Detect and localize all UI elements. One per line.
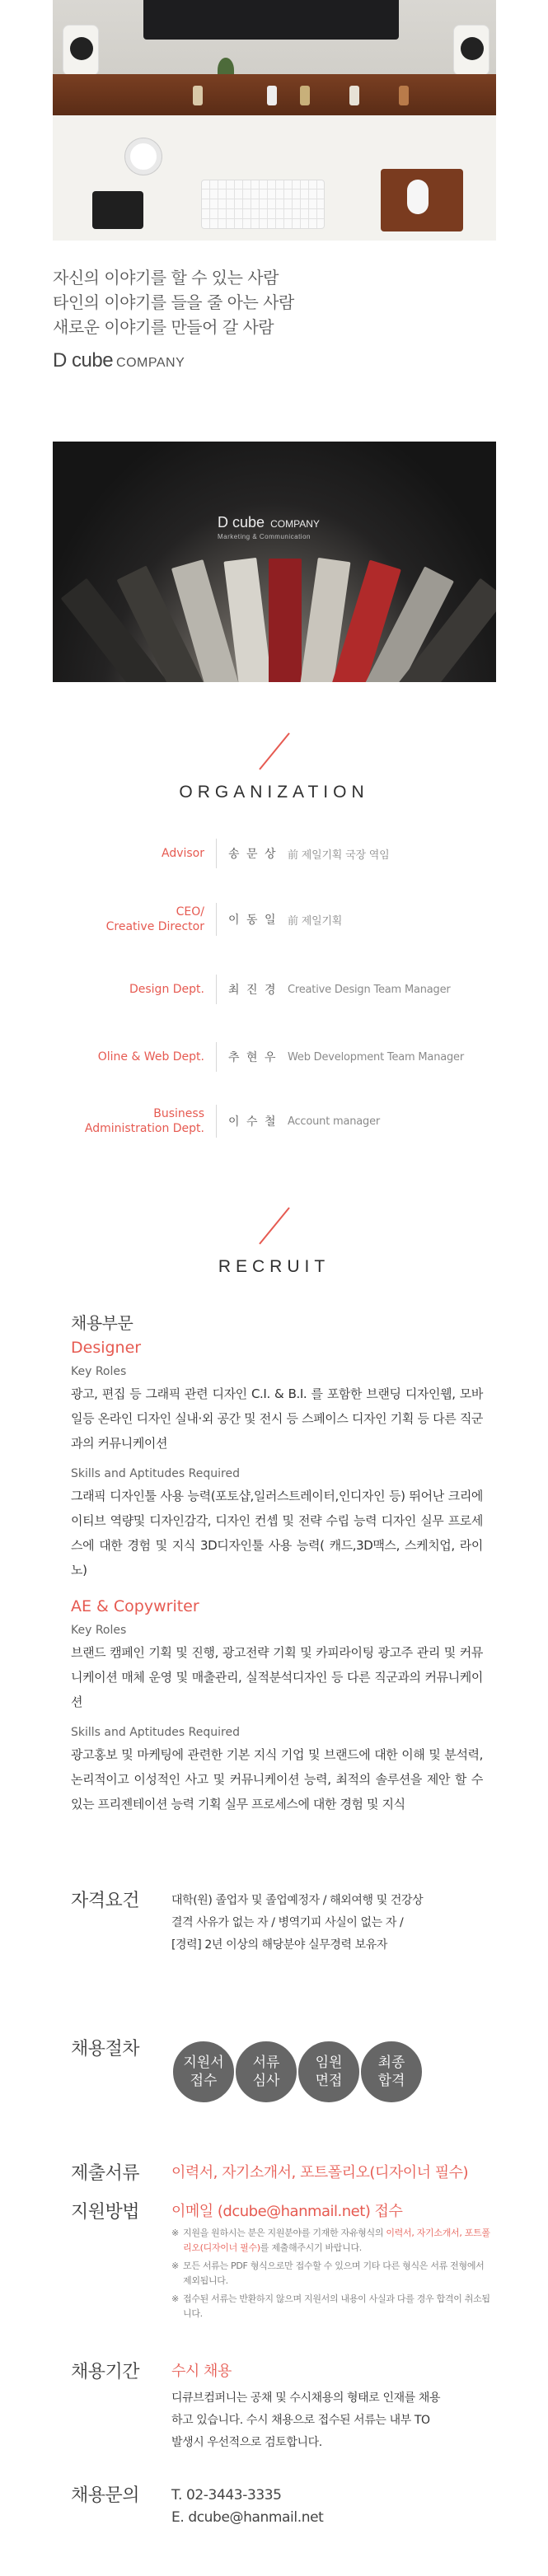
qualification-line: 대학(원) 졸업자 및 졸업예정자 / 해외여행 및 건강상 bbox=[171, 1894, 424, 1907]
skills-label: Skills and Aptitudes Required bbox=[71, 1467, 240, 1480]
intro-block bbox=[53, 265, 498, 372]
org-name: 이 수 철 bbox=[228, 1115, 278, 1129]
apply-note: ※ 모든 서류는 PDF 형식으로만 접수할 수 있으며 기타 다른 형식은 서류 전형에서 제외됩니다. bbox=[171, 2260, 485, 2286]
book-photo-logo bbox=[218, 514, 320, 540]
process-title: 채용절차 bbox=[71, 2039, 140, 2059]
process-step: 임원 면접 bbox=[297, 2040, 361, 2104]
documents-title: 제출서류 bbox=[71, 2163, 140, 2184]
org-desc: Creative Design Team Manager bbox=[288, 983, 451, 996]
org-role: Advisor bbox=[161, 847, 204, 860]
org-role: Oline & Web Dept. bbox=[97, 1050, 204, 1064]
org-desc: 前 제일기획 bbox=[288, 914, 343, 928]
org-row bbox=[53, 903, 498, 936]
skills-text: 그래픽 디자인툴 사용 능력(포토샵,일러스트레이터,인디자인 등) 뛰어난 크리에이티브 역량및 디자인감각, 디자인 컨셉 및 전략 수립 능력 디자인 실무 프로세스에 대한 경험 및 지식 3D디자인툴 사용 능력( 캐드,3D맥스, 스케치업, 라이노) bbox=[71, 1489, 483, 1578]
org-name: 이 동 일 bbox=[228, 914, 278, 927]
apply-title: 지원방법 bbox=[71, 2202, 140, 2223]
org-role: Design Dept. bbox=[129, 983, 204, 996]
skills-label: Skills and Aptitudes Required bbox=[71, 1726, 240, 1739]
documents-text: 이력서, 자기소개서, 포트폴리오(디자이너 필수) bbox=[171, 2164, 469, 2181]
apply-block bbox=[71, 2198, 491, 2346]
org-row bbox=[53, 975, 498, 1004]
period-line: 디큐브컴퍼니는 공채 및 수시채용의 형태로 인재를 채용 bbox=[171, 2391, 441, 2405]
period-block bbox=[71, 2358, 491, 2457]
tablet-shape bbox=[92, 191, 143, 229]
process-block bbox=[71, 2035, 491, 2125]
organization-title: ORGANIZATION bbox=[179, 783, 369, 802]
slash-icon bbox=[250, 727, 299, 776]
org-desc: 前 제일기획 국장 역임 bbox=[288, 849, 390, 862]
process-step: 최종 합격 bbox=[359, 2040, 424, 2104]
apply-notes bbox=[171, 2226, 491, 2321]
contact-block bbox=[71, 2481, 491, 2539]
keyboard-shape bbox=[201, 180, 325, 229]
org-role: CEO/ Creative Director bbox=[105, 905, 204, 933]
org-desc: Web Development Team Manager bbox=[288, 1050, 464, 1064]
org-row bbox=[53, 1105, 498, 1138]
org-row bbox=[53, 1042, 498, 1072]
intro-line: 자신의 이야기를 할 수 있는 사람 bbox=[53, 268, 279, 288]
slash-icon bbox=[250, 1201, 299, 1251]
period-headline: 수시 채용 bbox=[171, 2363, 232, 2380]
documents-block bbox=[71, 2159, 491, 2186]
qualification-title: 자격요건 bbox=[71, 1891, 140, 1911]
key-roles-text: 브랜드 캠페인 기획 및 진행, 광고전략 기획 및 카피라이팅 광고주 관리 및 커뮤니케이션 매체 운영 및 매출관리, 실적분석디자인 등 다른 직군과의 커뮤니케이션 bbox=[71, 1645, 483, 1709]
period-title: 채용기간 bbox=[71, 2362, 140, 2382]
apply-email-text: 이메일 (dcube@hanmail.net) 접수 bbox=[171, 2203, 403, 2220]
brand-logo bbox=[53, 349, 498, 372]
skills-text: 광고홍보 및 마케팅에 관련한 기본 지식 기업 및 브랜드에 대한 이해 및 분석력, 논리적이고 이성적인 사고 및 커뮤니케이션 능력, 최적의 솔루션을 제안 할 수 있는 프리젠테이션 능력 기획 실무 프로세스에 대한 경험 및 지식 bbox=[71, 1747, 483, 1812]
key-roles-label: Key Roles bbox=[71, 1365, 127, 1378]
org-desc: Account manager bbox=[288, 1115, 381, 1128]
org-name: 추 현 우 bbox=[228, 1051, 278, 1064]
period-line: 하고 있습니다. 수시 채용으로 접수된 서류는 내부 TO bbox=[171, 2414, 430, 2427]
qualification-line: 결격 사유가 없는 자 / 병역기피 사실이 없는 자 / bbox=[171, 1916, 404, 1929]
brand-sub: COMPANY bbox=[116, 356, 185, 370]
key-roles-label: Key Roles bbox=[71, 1624, 127, 1637]
intro-line: 새로운 이야기를 만들어 갈 사람 bbox=[53, 317, 274, 337]
brand-main: D cube bbox=[53, 349, 114, 372]
contact-phone: T. 02-3443-3335 bbox=[171, 2487, 282, 2504]
org-name: 송 문 상 bbox=[228, 848, 278, 861]
position-title: AE & Copywriter bbox=[71, 1597, 199, 1615]
book-photo bbox=[53, 442, 496, 682]
mouse-shape bbox=[407, 180, 429, 214]
qualification-line: [경력] 2년 이상의 해당분야 실무경력 보유자 bbox=[171, 1938, 387, 1952]
contact-email[interactable]: E. dcube@hanmail.net bbox=[171, 2509, 324, 2526]
position-title: Designer bbox=[71, 1339, 142, 1357]
coffee-cup bbox=[125, 138, 162, 175]
qualification-block bbox=[71, 1886, 491, 1961]
recruit-heading: 채용부문 bbox=[71, 1313, 133, 1333]
contact-title: 채용문의 bbox=[71, 2485, 140, 2506]
speaker-shape bbox=[63, 25, 99, 76]
process-step: 서류 심사 bbox=[234, 2040, 298, 2104]
period-line: 발생시 우선적으로 검토합니다. bbox=[171, 2436, 322, 2449]
recruit-positions bbox=[71, 1310, 483, 1816]
apply-note: ※ 지원을 원하시는 분은 지원분야를 기재한 자유형식의 이력서, 자기소개서, 포트폴리오(디자이너 필수)를 제출해주시기 바랍니다. bbox=[171, 2228, 490, 2253]
desk-photo bbox=[53, 0, 496, 241]
logo-main: D cube bbox=[218, 514, 265, 531]
monitor-shape bbox=[143, 0, 399, 40]
org-name: 최 진 경 bbox=[228, 984, 278, 997]
logo-tagline: Marketing & Communication bbox=[218, 533, 311, 540]
intro-line: 타인의 이야기를 들을 줄 아는 사람 bbox=[53, 292, 294, 312]
key-roles-text: 광고, 편집 등 그래픽 관련 디자인 C.I. & B.I. 를 포함한 브랜딩 디자인웹, 모바일등 온라인 디자인 실내·외 공간 및 전시 등 스페이스 디자인 기획 등 다른 직군과의 커뮤니케이션 bbox=[71, 1386, 483, 1451]
org-role: Business Administration Dept. bbox=[84, 1107, 204, 1135]
speaker-shape bbox=[453, 25, 489, 76]
apply-note: ※ 접수된 서류는 반환하지 않으며 지원서의 내용이 사실과 다를 경우 합격이 취소됩니다. bbox=[171, 2293, 490, 2319]
org-row bbox=[53, 839, 498, 868]
process-steps bbox=[171, 2040, 491, 2104]
logo-sub: COMPANY bbox=[270, 518, 320, 530]
process-step: 지원서 접수 bbox=[171, 2040, 236, 2104]
recruit-title: RECRUIT bbox=[218, 1257, 330, 1276]
